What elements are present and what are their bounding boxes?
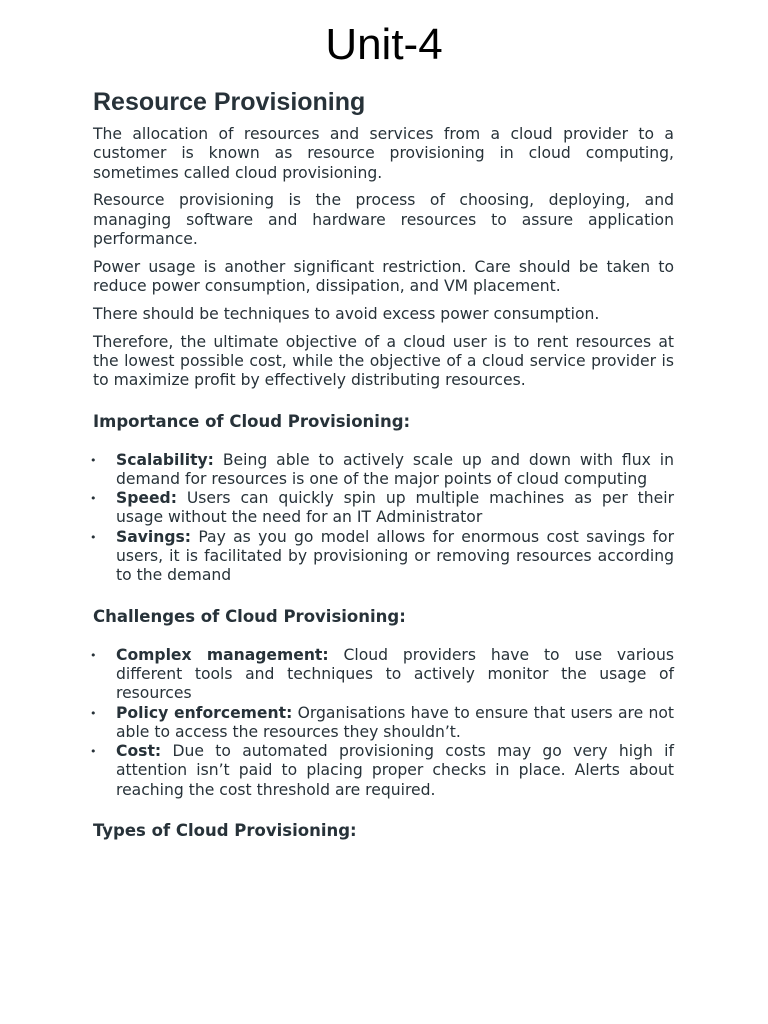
list-item-text: Pay as you go model allows for enormous cost savings for users, it is facilitated by provisioning or removing resources according to the demand [116,527,674,585]
list-item [90,742,674,800]
list-item-term: Policy enforcement: [116,703,293,722]
types-heading: Types of Cloud Provisioning: [93,821,357,841]
unit-title: Unit-4 [325,20,443,69]
list-item-text: Cloud providers have to use various different tools and techniques to actively monitor the usage of resources [116,645,674,703]
list-item [90,450,674,490]
document-body [90,86,674,860]
bullet-icon: • [90,492,97,506]
list-item [90,527,674,586]
list-item-term: Complex management: [116,645,329,664]
paragraph: Therefore, the ultimate objective of a cloud user is to rent resources at the lowest possible cost, while the objective of a cloud service provider is to maximize profit by effectively distributing resources. [93,332,674,390]
bullet-icon: • [90,745,97,759]
list-item-term: Speed: [116,489,177,508]
paragraph: There should be techniques to avoid excess power consumption. [93,304,600,323]
list-item-term: Cost: [116,742,162,761]
bullet-icon: • [90,648,97,662]
paragraph: Resource provisioning is the process of choosing, deploying, and managing software and hardware resources to assure application performance. [93,191,674,248]
list-item [90,489,674,528]
importance-heading: Importance of Cloud Provisioning: [93,411,411,431]
importance-list [90,450,674,586]
bullet-icon: • [90,530,97,544]
list-item [90,703,674,743]
paragraph: The allocation of resources and services from a cloud provider to a customer is known as resource provisioning in cloud computing, sometimes called cloud provisioning. [93,125,674,182]
challenges-heading: Challenges of Cloud Provisioning: [93,606,406,626]
list-item-text: Organisations have to ensure that users are not able to access the resources they shouldn’t. [116,703,674,741]
list-item-text: Due to automated provisioning costs may go very high if attention isn’t paid to placing proper checks in place. Alerts about reaching the cost threshold are required. [116,742,674,799]
section-title: Resource Provisioning [93,88,366,116]
challenges-list [90,645,674,800]
paragraph: Power usage is another significant restriction. Care should be taken to reduce power consumption, dissipation, and VM placement. [93,257,674,296]
list-item-text: Being able to actively scale up and down with flux in demand for resources is one of the major points of cloud computing [116,450,674,488]
bullet-icon: • [90,453,97,467]
list-item [90,645,674,704]
list-item-text: Users can quickly spin up multiple machines as per their usage without the need for an IT Administrator [116,489,674,527]
list-item-term: Savings: [116,527,192,546]
bullet-icon: • [90,706,97,720]
list-item-term: Scalability: [116,450,214,469]
